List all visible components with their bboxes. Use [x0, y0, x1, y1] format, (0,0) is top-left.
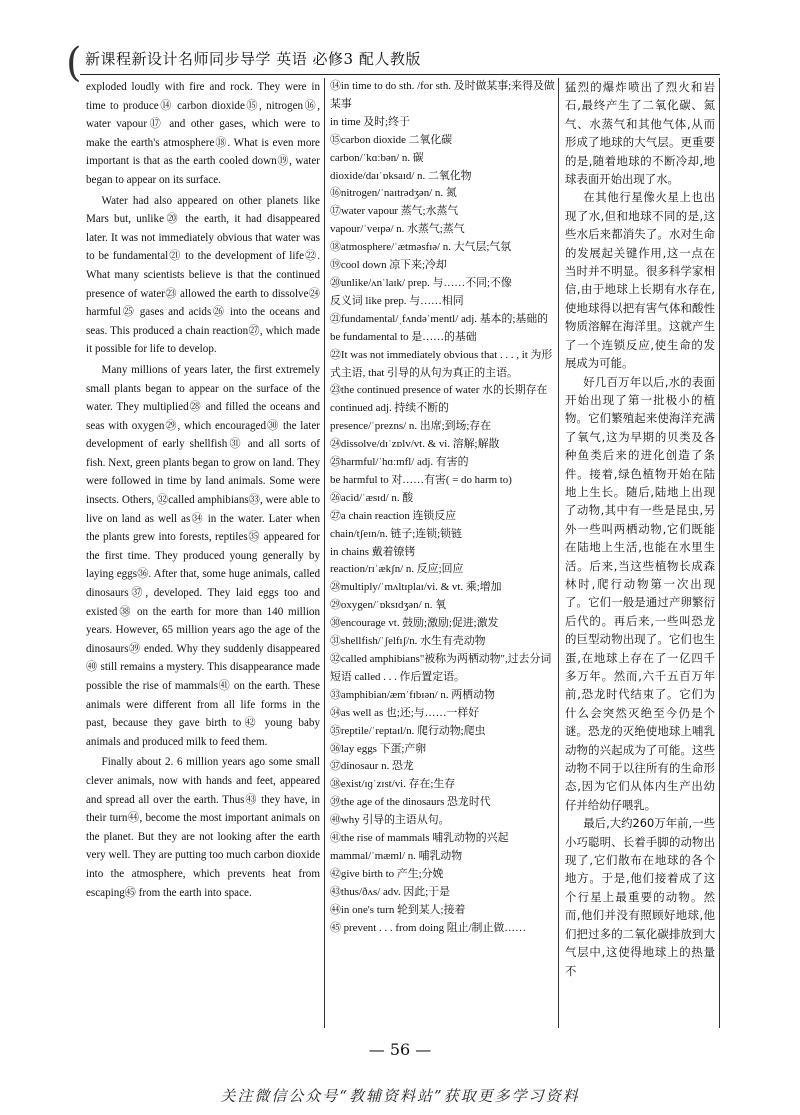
- chinese-paragraph: 好几百万年以后,水的表面开始出现了第一批极小的植物。它们繁殖起来使海洋充满了氧气,这为早期的贝类及各种鱼类后来的进化创造了条件。接着,绿色植物开始在陆地上生长。随后,陆地上出现了动物,其中有一些是昆虫,另外一些叫两栖动物,它们既能在陆地上生活,也能在水里生活。后来,当这些植物长成森林时,爬行动物第一次出现了。它们一般是通过产卵繁衍后代的。再后来,一些叫恐龙的巨型动物出现了。它们也生蛋,在地球上存在了一亿四千多万年。然而,六千五百万年前,恐龙时代结束了。它们为什么会突然灭绝至今仍是个谜。恐龙的灭绝使地球上哺乳动物的兴起成为了可能。这些动物不同于以往所有的生命形态,因为它们从体内生产出幼仔并给幼仔喂乳。: [565, 374, 715, 812]
- vocabulary-note: ㉑fundamental/ˌfʌndəˈmentl/ adj. 基本的;基础的: [330, 312, 549, 325]
- vocabulary-note: ⑮carbon dioxide 二氧化碳: [330, 133, 453, 146]
- vocabulary-note: 反义词 like prep. 与……相同: [330, 294, 464, 307]
- english-paragraph: Many millions of years later, the first extremely small plants began to appear on the surface of the water. They multiplied㉘ and filled the oceans and seas with oxygen㉙, which encouraged㉚ the later development of early shellfish㉛ and all sorts of fish. Next, green plants began to grow on land. They were followed in time by land animals. Some were insects. Others, ㉜called amphibians㉝, were able to live on land as well as㉞ in the water. Later when the plants grew into forests, reptiles㉟ appeared for the first time. They produced young generally by laying eggs㊱. After that, some huge animals, called dinosaurs㊲, developed. They laid eggs too and existed㊳ on the earth for more than 140 million years. However, 65 million years ago the age of the dinosaurs㊴ ended. Why they suddenly disappeared㊵ still remains a mystery. This disappearance made possible the rise of mammals㊶ on the earth. These animals were different from all life forms in the past, because they gave birth to㊷ young baby animals and produced milk to feed them.: [86, 363, 320, 748]
- vocabulary-note: ㊸thus/ðʌs/ adv. 因此;于是: [330, 885, 450, 898]
- footer-notice: 关注微信公众号“教辅资料站”获取更多学习资料: [220, 1087, 580, 1105]
- vocabulary-note: be harmful to 对……有害( = do harm to): [330, 473, 512, 486]
- vocabulary-note: ㉟reptile/ˈreptaɪl/n. 爬行动物;爬虫: [330, 724, 486, 737]
- vocabulary-note: ㉝amphibian/æmˈfɪbɪən/ n. 两栖动物: [330, 688, 495, 701]
- vocabulary-note: carbon/ˈkɑːbən/ n. 碳: [330, 151, 424, 164]
- vocabulary-note: ㉙oxygen/ˈɒksɪdʒən/ n. 氧: [330, 599, 447, 612]
- vocabulary-note: ㉖acid/ˈæsɪd/ n. 酸: [330, 491, 414, 504]
- english-paragraph: Finally about 2. 6 million years ago some small clever animals, now with hands and feet, appeared and spread all over the earth. Thus㊸ they have, in their turn㊹, become the most important animals on the planet. But they are not looking after the earth very well. They are putting too much carbon dioxide into the atmosphere, which prevents heat from escaping㊺ from the earth into space.: [86, 756, 320, 899]
- vocabulary-note: ⑳unlike/ʌnˈlaɪk/ prep. 与……不同;不像: [330, 276, 512, 289]
- vocabulary-note: ㉕harmful/ˈhɑːmfl/ adj. 有害的: [330, 456, 469, 469]
- header-divider: [80, 74, 720, 75]
- vocabulary-note: ⑯nitrogen/ˈnaɪtrədʒən/ n. 氮: [330, 187, 457, 200]
- vocabulary-note: ㉔dissolve/dɪˈzɒlv/vt. & vi. 溶解;解散: [330, 438, 500, 451]
- vocabulary-note: ㉓the continued presence of water 水的长期存在: [330, 384, 548, 397]
- vocabulary-note: continued adj. 持续不断的: [330, 402, 449, 415]
- vocabulary-note: ㉚encourage vt. 鼓励;激励;促进;激发: [330, 617, 499, 630]
- vocabulary-note: presence/ˈprezns/ n. 出席;到场;存在: [330, 420, 492, 433]
- vocabulary-note: in chains 戴着镣铐: [330, 545, 416, 558]
- vocabulary-note: ㉞as well as 也;还;与……一样好: [330, 706, 480, 719]
- vocabulary-note: ㉛shellfish/ˈʃelfɪʃ/n. 水生有壳动物: [330, 635, 486, 648]
- bracket-mark: (: [66, 40, 82, 86]
- vocabulary-note: ⑱atmosphere/ˈætməsfɪə/ n. 大气层;气氛: [330, 241, 512, 254]
- chinese-paragraph: 最后,大约260万年前,一些小巧聪明、长着手脚的动物出现了,它们散布在地球的各个地方。于是,他们接着成了这个行星上最重要的动物。然而,他们并没有照顾好地球,他们把过多的二氧化碳排放到大气层中,这使得地球上的热量不: [565, 816, 715, 978]
- chinese-paragraph: 在其他行星像火星上也出现了水,但和地球不同的是,这些水后来都消失了。水对生命的发展起关键作用,这一点在当时并不明显。很多科学家相信,由于地球上长期有水存在,使地球得以把有害气体和酸性物质溶解在海洋里。这就产生了一个连锁反应,使生命的发展成为可能。: [565, 190, 715, 371]
- english-text-column: [86, 78, 320, 904]
- vocabulary-note: ㊱lay eggs 下蛋;产卵: [330, 742, 427, 755]
- vocabulary-note: ㉗a chain reaction 连锁反应: [330, 509, 457, 522]
- vocabulary-note: ⑭in time to do sth. /for sth. 及时做某事;来得及做某事: [330, 80, 555, 110]
- vocabulary-note: ㉘multiply/ˈmʌltɪplaɪ/vi. & vt. 乘;增加: [330, 581, 502, 594]
- vocabulary-note: ⑲cool down 凉下来;冷却: [330, 259, 447, 272]
- column-divider: [719, 78, 720, 1028]
- vocabulary-note: ㊷give birth to 产生;分娩: [330, 867, 444, 880]
- vocabulary-note: ㊴the age of the dinosaurs 恐龙时代: [330, 796, 491, 809]
- english-paragraph: Water had also appeared on other planets like Mars but, unlike⑳ the earth, it had disappeared later. It was not immediately obvious that water was to be fundamental㉑ to the development of life㉒. What many scientists believe is that the continued presence of water㉓ allowed the earth to dissolve㉔ harmful㉕ gases and acids㉖ into the oceans and seas. This produced a chain reaction㉗, which made it possible for life to develop.: [86, 194, 320, 356]
- english-paragraph: exploded loudly with fire and rock. They were in time to produce⑭ carbon dioxide⑮, nitrogen⑯, water vapour⑰ and other gases, which were to make the earth's atmosphere⑱. What is even more important is that as the earth cooled down⑲, water began to appear on its surface.: [86, 81, 320, 186]
- chinese-translation-column: [565, 78, 715, 980]
- page-number: — 56 —: [368, 1040, 432, 1059]
- vocabulary-note: in time 及时;终于: [330, 115, 410, 128]
- vocabulary-note: chain/tʃeɪn/n. 链子;连锁;锁链: [330, 527, 462, 540]
- vocabulary-note: dioxide/daɪˈɒksaɪd/ n. 二氧化物: [330, 169, 472, 182]
- vocabulary-notes-column: [330, 78, 555, 938]
- chinese-paragraph: 猛烈的爆炸喷出了烈火和岩石,最终产生了二氧化碳、氮气、水蒸气和其他气体,从而形成了地球的大气层。更重要的是,随着地球的不断冷却,地球表面开始出现了水。: [565, 80, 715, 187]
- column-divider: [558, 78, 559, 1028]
- page-header: 新课程新设计名师同步导学 英语 必修3 配人教版: [85, 50, 421, 68]
- vocabulary-note: ㊺ prevent . . . from doing 阻止/制止做……: [330, 921, 527, 934]
- vocabulary-note: mammal/ˈmæml/ n. 哺乳动物: [330, 849, 463, 862]
- vocabulary-note: be fundamental to 是……的基础: [330, 330, 477, 343]
- vocabulary-note: reaction/rɪˈækʃn/ n. 反应;回应: [330, 563, 464, 576]
- vocabulary-note: ㊳exist/ɪɡˈzɪst/vi. 存在;生存: [330, 778, 456, 791]
- vocabulary-note: ㊶the rise of mammals 哺乳动物的兴起: [330, 832, 509, 845]
- vocabulary-note: ㊵why 引导的主语从句。: [330, 814, 450, 827]
- column-divider: [324, 78, 325, 1028]
- vocabulary-note: ㉒It was not immediately obvious that . . . , it 为形式主语, that 引导的从句为真正的主语。: [330, 348, 553, 379]
- vocabulary-note: ⑰water vapour 蒸气;水蒸气: [330, 205, 459, 218]
- vocabulary-note: ㊹in one's turn 轮到某人;接着: [330, 903, 466, 916]
- vocabulary-note: vapour/ˈveɪpə/ n. 水蒸气;蒸气: [330, 223, 465, 236]
- vocabulary-note: ㊲dinosaur n. 恐龙: [330, 760, 414, 773]
- vocabulary-note: ㉜called amphibians"被称为两栖动物",过去分词短语 called . . . 作后置定语。: [330, 653, 552, 683]
